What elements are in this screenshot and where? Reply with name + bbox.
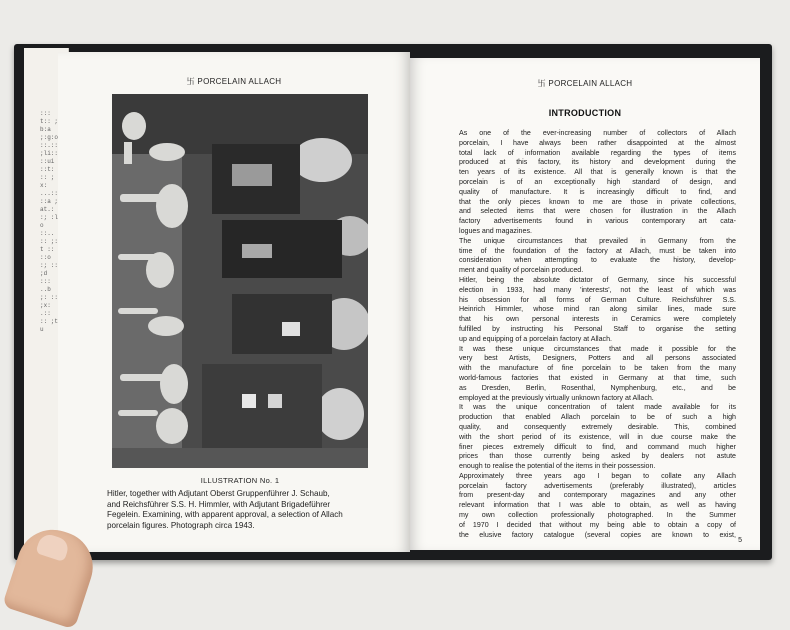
body-line: employed at the previously virtually unknown factory at Allach. <box>459 393 654 402</box>
photo-caption <box>107 489 369 531</box>
body-line: porcelain, I have always been rather disappointed at the almost <box>459 138 736 147</box>
body-line: relevant information that I was able to obtain, as well as having <box>459 501 736 510</box>
left-page <box>58 52 410 552</box>
body-line: prices than those currently being asked by dealers not astute <box>459 452 736 461</box>
illustration-label: ILLUSTRATION No. 1 <box>200 476 280 485</box>
body-line: my own collection professionally photographed. In the Summer <box>459 511 736 520</box>
body-line: fulfilled by instructing his Personal Staff to organise the setting <box>459 324 736 333</box>
body-line: factory advertisements found in various contemporary art cata- <box>459 217 736 226</box>
body-line: total lack of information available regarding the types of items <box>459 148 736 157</box>
running-head-left: 卐 PORCELAIN ALLACH <box>186 77 282 86</box>
body-line: ment and quality of porcelain produced. <box>459 266 584 275</box>
caption-line: porcelain figures. Photograph circa 1943. <box>107 520 255 530</box>
body-line: It was these unique circumstances that made it possible for the <box>459 344 736 353</box>
body-line: It was the unique concentration of talent made available for its <box>459 403 736 412</box>
section-title: INTRODUCTION <box>548 108 622 118</box>
introduction-body <box>459 129 736 540</box>
body-line: enough to realise the potential of the items in their possession. <box>459 462 656 471</box>
body-line: from present-day and contemporary magazines and any other <box>459 491 736 500</box>
body-line: time of the foundation of the factory at Allach, must be taken into <box>459 246 736 255</box>
caption-line: Fegelein. Examining, with apparent approval, a selection of Allach <box>107 510 343 520</box>
body-line: quality, and consequently extremely desirable. This, combined <box>459 422 736 431</box>
body-line: very best Artists, Designers, Potters and all persons associated <box>459 354 736 363</box>
caption-line: and Reichsführer S.S. H. Himmler, with Adjutant Brigadeführer <box>107 499 331 509</box>
body-line: finer pieces extremely difficult to find, and command much higher <box>459 442 736 451</box>
body-line: porcelain is of an exceptionally high standard of design, and <box>459 177 736 186</box>
body-line: up and equipping of a porcelain factory at Allach. <box>459 334 613 343</box>
body-line: production that enabled Allach porcelain to be of such a high <box>459 413 736 422</box>
photograph-image <box>112 94 368 468</box>
body-line: quality of manufacture. It is increasingly difficult to find, and <box>459 187 736 196</box>
body-line: that the only pieces known to me are those in private collections, <box>459 197 736 206</box>
body-line: election in 1933, had many 'interests', not the least of which was <box>459 285 736 294</box>
body-line: his obsession for all forms of German Culture. Reichsführer S.S. <box>459 295 736 304</box>
right-page <box>410 58 760 550</box>
body-line: porcelain factory advertisements (preferably illustrated), articles <box>459 481 736 490</box>
body-line: of 1970 I decided that without my being able to obtain a copy of <box>459 520 736 529</box>
body-line: Hitler, being the absolute dictator of Germany, since his successful <box>459 275 736 284</box>
body-line: produced at this factory, its history and development during the <box>459 158 736 167</box>
body-line: with the manufacture of fine porcelain to be taken from the many <box>459 364 736 373</box>
body-line: The unique circumstances that prevailed in Germany from the <box>459 236 736 245</box>
body-line: as Dresden, Berlin, Rosenthal, Nymphenburg, etc., and be <box>459 383 736 392</box>
body-line: consideration when attempting to evaluate the history, develop- <box>459 256 736 265</box>
show-through-text: :::t:: ;b:a ;:g:o ::.:: ;li:: ::ui ::t: :: ;x: ...:: ::a ;at.: :; :lo ::.. :: ;:t :: ::o :; :: ;d ::: ..b ;: :: ;x: .:: :: ;tu <box>40 110 58 333</box>
body-line: the elusive factory catalogue (several copies are known to exist, <box>459 530 736 539</box>
body-line: world-famous factories that existed in Germany at that time, such <box>459 373 736 382</box>
page-number: 5 <box>738 537 742 544</box>
body-line: and selected items that were chosen for illustration in the Allach <box>459 207 736 216</box>
body-line: As one of the ever-increasing number of collectors of Allach <box>459 129 736 137</box>
running-head-right: 卐 PORCELAIN ALLACH <box>537 79 633 88</box>
body-line: that his own personal interests in Ceramics were completely <box>459 315 736 324</box>
caption-line: Hitler, together with Adjutant Oberst Gruppenführer J. Schaub, <box>107 489 330 498</box>
body-line: Heinrich Himmler, whose mind ran along similar lines, made sure <box>459 305 736 314</box>
body-line: Approximately three years ago I began to collate any Allach <box>459 471 736 480</box>
body-line: ten years of its existence. All that is generally known is that the <box>459 168 736 177</box>
body-line: logues and magazines. <box>459 226 532 235</box>
body-line: with the short period of its existence, will in due course make the <box>459 432 736 441</box>
historical-photograph <box>112 94 368 468</box>
